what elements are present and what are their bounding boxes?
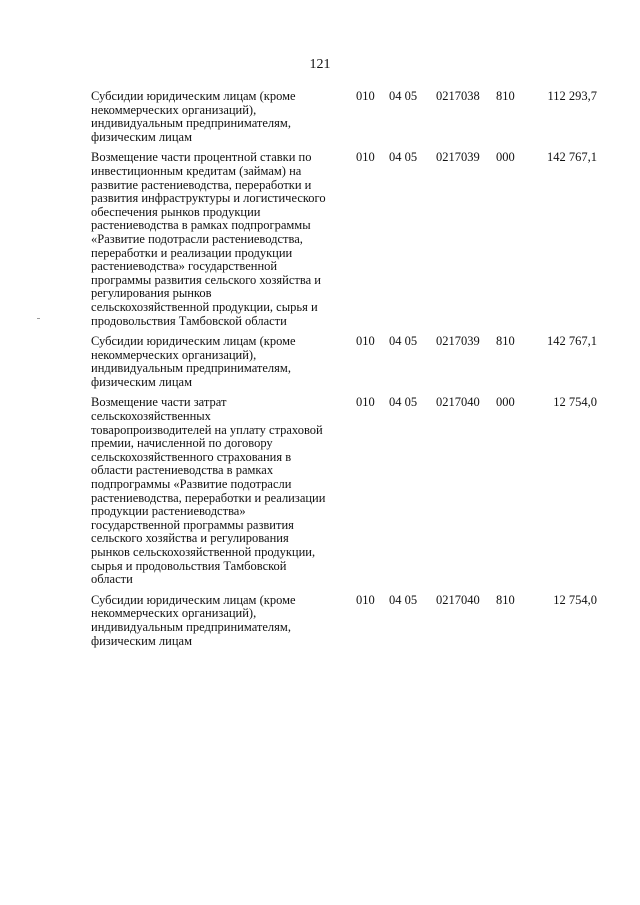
row-target-code: 0217039 xyxy=(436,150,480,165)
row-section-code: 04 05 xyxy=(389,89,418,103)
row-section-code: 04 05 xyxy=(389,395,418,410)
row-description: Возмещение части затрат сельскохозяйственных товаропроизводителей на уплату страховой премии, начисленной по договору сельскохозяйственного страхования в области растениеводства в рамках подпрограммы «Развитие подотрасли растениеводства, переработки и реализации продукции растениеводства» государственной программы развития сельского хозяйства и регулирования рынков сельскохозяйственной продукции, сырья и продовольствия Тамбовской области xyxy=(91,395,326,587)
row-target-code: 0217040 xyxy=(436,395,480,410)
page-number: 121 xyxy=(309,57,331,72)
row-section-code: 04 05 xyxy=(389,592,418,607)
row-expense-type: 810 xyxy=(496,592,515,607)
row-admin-code: 010 xyxy=(356,89,375,103)
row-expense-type: 000 xyxy=(496,395,515,410)
margin-mark xyxy=(37,318,40,319)
row-admin-code: 010 xyxy=(356,592,375,607)
row-expense-type: 810 xyxy=(496,89,515,103)
row-expense-type: 810 xyxy=(496,334,515,349)
table-row xyxy=(0,90,640,144)
row-target-code: 0217040 xyxy=(436,592,480,607)
row-description: Субсидии юридическим лицам (кроме некоммерческих организаций), индивидуальным предпринимателям, физическим лицам xyxy=(91,334,296,389)
table-row xyxy=(0,151,640,328)
table-row xyxy=(0,396,640,586)
row-target-code: 0217039 xyxy=(436,334,480,349)
row-amount: 12 754,0 xyxy=(553,395,597,410)
table-row xyxy=(0,594,640,648)
row-section-code: 04 05 xyxy=(389,334,418,349)
row-admin-code: 010 xyxy=(356,395,375,410)
row-expense-type: 000 xyxy=(496,150,515,165)
row-description: Возмещение части процентной ставки по инвестиционным кредитам (займам) на развитие растениеводства, переработки и развития инфраструктуры и логистического обеспечения рынков продукции растениеводства в рамках подпрограммы «Развитие подотрасли растениеводства, переработки и реализации продукции растениеводства» государственной программы развития сельского хозяйства и регулирования рынков сельскохозяйственной продукции, сырья и продовольствия Тамбовской области xyxy=(91,150,326,328)
row-amount: 112 293,7 xyxy=(547,89,597,103)
table-row xyxy=(0,335,640,389)
row-description: Субсидии юридическим лицам (кроме некоммерческих организаций), индивидуальным предпринимателям, физическим лицам xyxy=(91,592,296,648)
row-admin-code: 010 xyxy=(356,150,375,165)
row-amount: 142 767,1 xyxy=(547,150,597,165)
row-section-code: 04 05 xyxy=(389,150,418,165)
row-amount: 142 767,1 xyxy=(547,334,597,349)
row-target-code: 0217038 xyxy=(436,89,480,103)
row-amount: 12 754,0 xyxy=(553,592,597,607)
budget-table xyxy=(0,90,640,655)
row-admin-code: 010 xyxy=(356,334,375,349)
row-description: Субсидии юридическим лицам (кроме некоммерческих организаций), индивидуальным предпринимателям, физическим лицам xyxy=(91,89,296,144)
